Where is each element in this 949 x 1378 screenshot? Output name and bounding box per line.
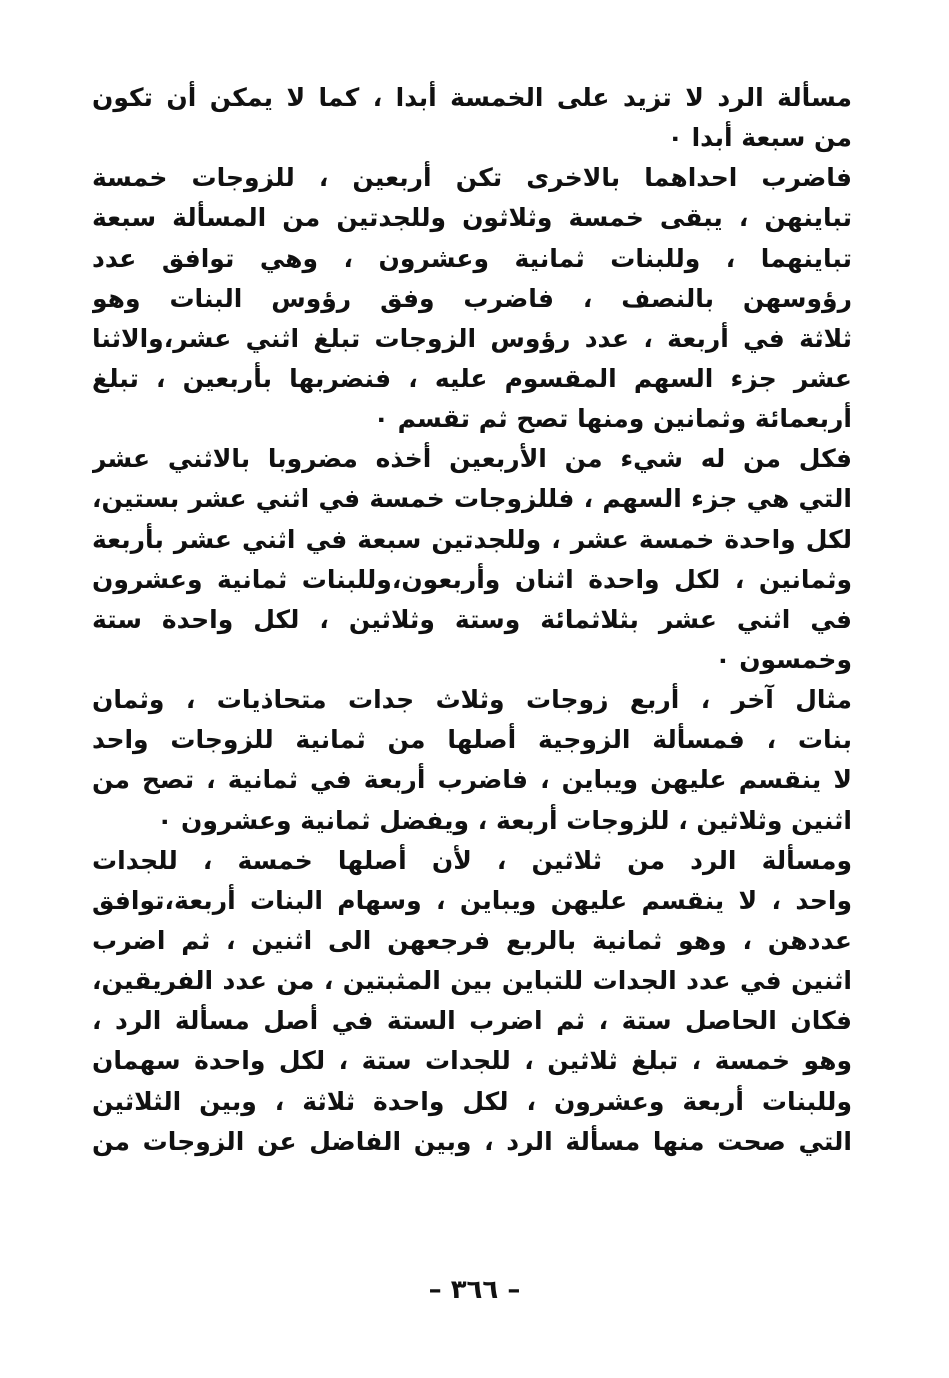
text-line: اثنين في عدد الجدات للتباين بين المثبتين ، من عدد الفريقين، [92,966,852,996]
text-line: رؤوسهن بالنصف ، فاضرب وفق رؤوس البنات وهو [92,283,852,313]
text-line: وهو خمسة ، تبلغ ثلاثين ، للجدات ستة ، لكل واحدة سهمان [92,1046,852,1076]
page-number: – ٣٦٦ – [428,1275,521,1305]
text-line: مثال آخر ، أربع زوجات وثلاث جدات متحاذيات ، وثمان [92,685,852,715]
text-line: فاضرب احداهما بالاخرى تكن أربعين ، للزوجات خمسة [92,163,852,193]
text-line: بنات ، فمسألة الزوجية أصلها من ثمانية للزوجات واحد [92,725,852,755]
text-line: في اثني عشر بثلاثمائة وستة وثلاثين ، لكل واحدة ستة [92,604,852,634]
text-line: فكان الحاصل ستة ، ثم اضرب الستة في أصل مسألة الرد ، [92,1006,852,1036]
text-line: فكل من له شيء من الأربعين أخذه مضروبا بالاثني عشر [92,444,852,474]
text-line: ومسألة الرد من ثلاثين ، لأن أصلها خمسة ، للجدات [92,845,852,875]
text-line: عشر جزء السهم المقسوم عليه ، فنضربها بأربعين ، تبلغ [92,363,852,393]
text-line: تباينهما ، وللبنات ثمانية وعشرون ، وهي توافق عدد [92,243,852,273]
text-line: لا ينقسم عليهن ويباين ، فاضرب أربعة في ثمانية ، تصح من [92,765,852,795]
text-line: ثلاثة في أربعة ، عدد رؤوس الزوجات تبلغ اثني عشر،والاثنا [92,323,852,353]
text-line: التي صحت منها مسألة الرد ، وبين الفاضل عن الزوجات من [92,1126,852,1156]
text-line: تباينهن ، يبقى خمسة وثلاثون وللجدتين من المسألة سبعة [92,203,852,233]
text-line: من سبعة أبدا ٠ [667,123,852,153]
text-line: اثنين وثلاثين ، للزوجات أربعة ، ويفضل ثمانية وعشرون ٠ [157,805,852,835]
text-line: أربعمائة وثمانين ومنها تصح ثم تقسم ٠ [373,404,852,434]
text-line: التي هي جزء السهم ، فللزوجات خمسة في اثني عشر بستين، [92,484,852,514]
text-line: وخمسون ٠ [715,644,852,674]
text-line: لكل واحدة خمسة عشر ، وللجدتين سبعة في اثني عشر بأربعة [92,524,852,554]
text-line: وللبنات أربعة وعشرون ، لكل واحدة ثلاثة ، وبين الثلاثين [92,1086,852,1116]
text-line: وثمانين ، لكل واحدة اثنان وأربعون،وللبنات ثمانية وعشرون [92,564,852,594]
body-text [92,78,852,1162]
text-line: واحد ، لا ينقسم عليهن ويباين ، وسهام البنات أربعة،توافق [92,885,852,915]
text-line: عددهن ، وهو ثمانية بالربع فرجعهن الى اثنين ، ثم اضرب [92,925,852,955]
text-line: مسألة الرد لا تزيد على الخمسة أبدا ، كما لا يمكن أن تكون [92,83,852,112]
